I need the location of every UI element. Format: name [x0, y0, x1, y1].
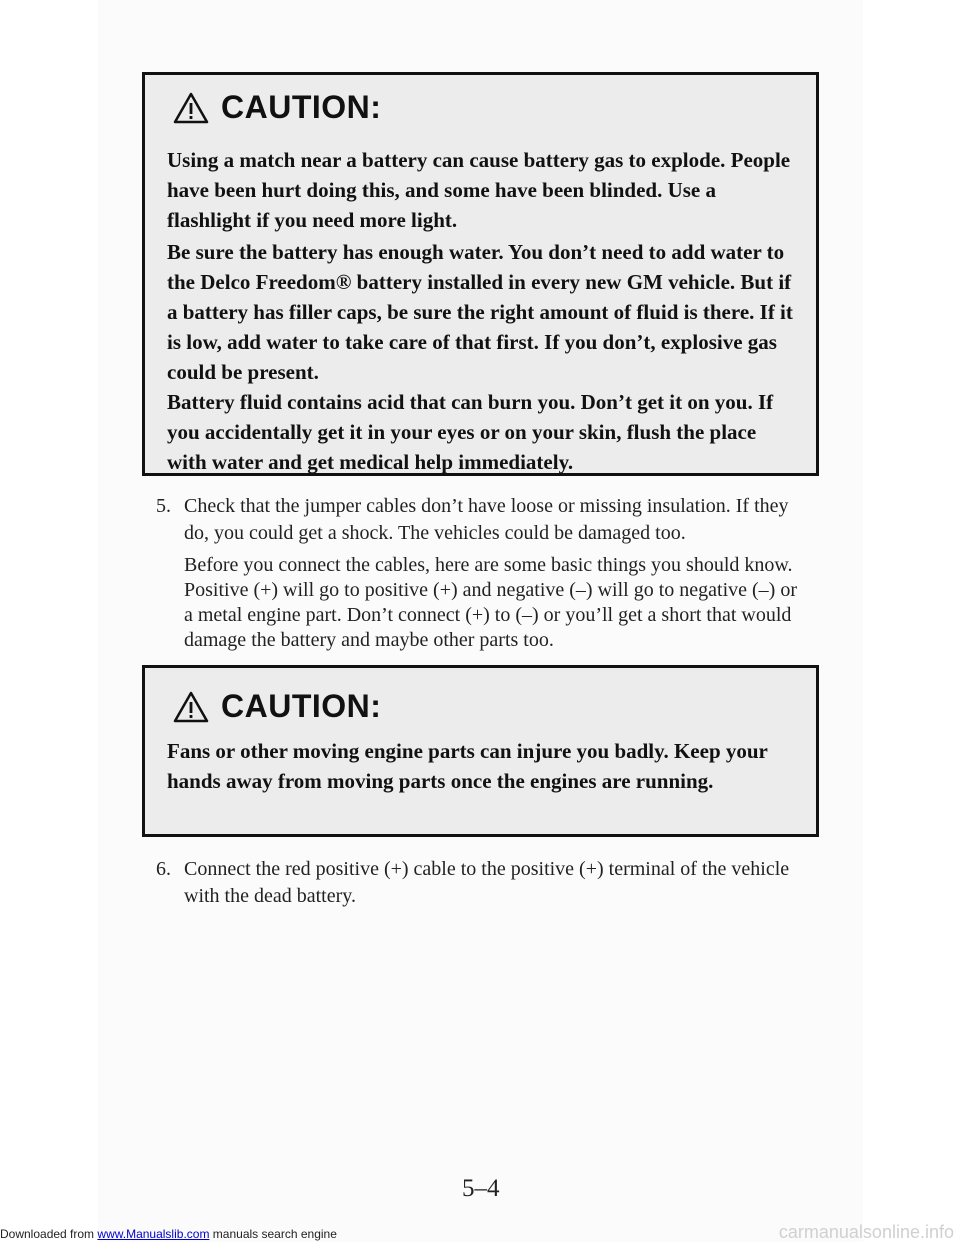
- step-6: [156, 856, 806, 910]
- caution-header: [173, 688, 381, 725]
- caution-title: CAUTION:: [221, 688, 382, 724]
- caution-header: [173, 89, 381, 126]
- caution-title: CAUTION:: [221, 89, 382, 125]
- download-footer: [0, 1227, 337, 1241]
- warning-triangle-icon: [173, 691, 209, 723]
- caution-box-fans: [142, 665, 819, 837]
- footer-prefix: Downloaded from: [0, 1227, 95, 1241]
- manualslib-link[interactable]: www.Manualslib.com: [97, 1227, 210, 1241]
- watermark: carmanualsonline.info: [778, 1222, 954, 1242]
- step-5: [156, 493, 806, 547]
- footer-suffix: manuals search engine: [212, 1227, 337, 1241]
- caution-paragraph-acid: Battery fluid contains acid that can burn you. Don’t get it on you. If you accidentally get it in your eyes or on your skin, flush the place with water and get medical help immediately.: [167, 390, 774, 474]
- step-text: Check that the jumper cables don’t have loose or missing insulation. If they do, you could get a shock. The vehicles could be damaged too.: [184, 495, 789, 544]
- page-number: 5–4: [462, 1175, 500, 1202]
- step-5-note: Before you connect the cables, here are some basic things you should know. Positive (+) will go to positive (+) and negative (–) will go to negative (–) or a metal engine part. Don’t connect (+) to (–) or you’ll get a short that would damage the battery and maybe other parts too.: [184, 554, 797, 651]
- caution-paragraph-fans: Fans or other moving engine parts can injure you badly. Keep your hands away from moving parts once the engines are running.: [167, 739, 768, 793]
- caution-paragraph-match: Using a match near a battery can cause battery gas to explode. People have been hurt doing this, and some have been blinded. Use a flashlight if you need more light.: [167, 148, 791, 232]
- caution-box-battery: [142, 72, 819, 476]
- warning-triangle-icon: [173, 92, 209, 124]
- step-text: Connect the red positive (+) cable to the positive (+) terminal of the vehicle with the dead battery.: [184, 858, 790, 907]
- step-number: 6.: [156, 858, 171, 880]
- caution-paragraph-water: Be sure the battery has enough water. You don’t need to add water to the Delco Freedom® battery installed in every new GM vehicle. But if a battery has filler caps, be sure the right amount of fluid is there. If it is low, add water to take care of that first. If you don’t, explosive gas could be present.: [167, 240, 793, 384]
- step-number: 5.: [156, 495, 171, 517]
